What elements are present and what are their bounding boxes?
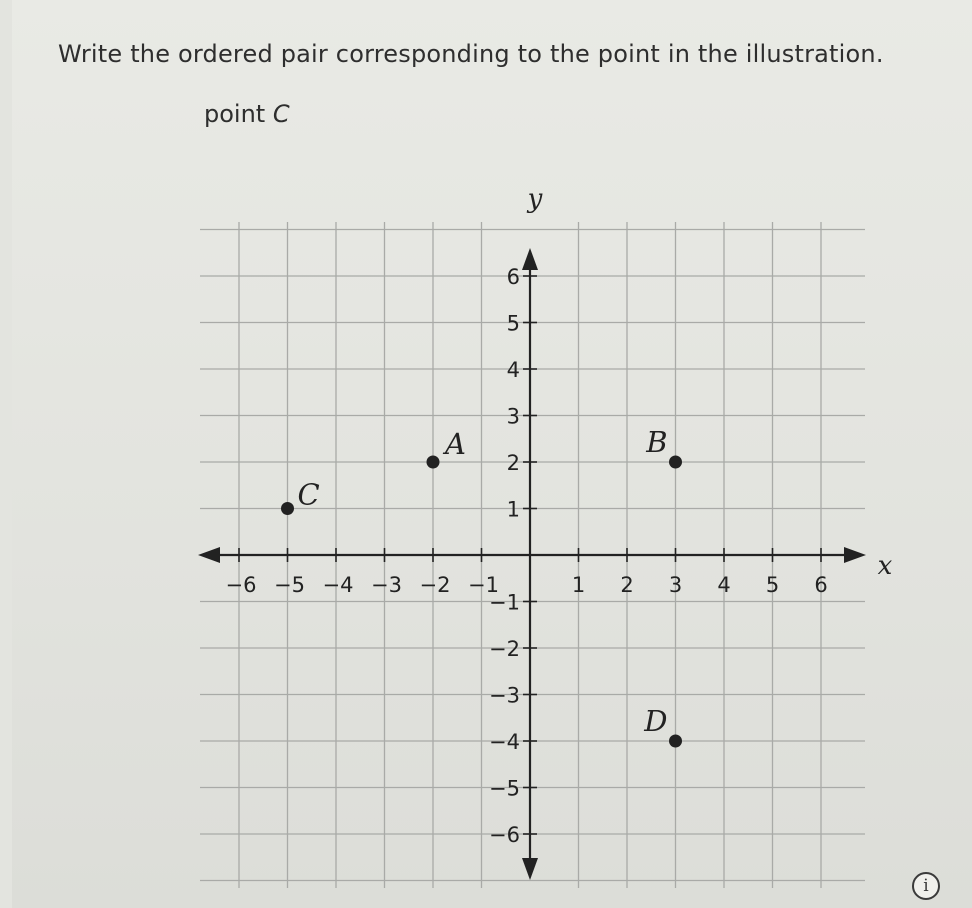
point-b-label: B bbox=[646, 425, 668, 459]
y-axis-arrow-up bbox=[522, 248, 538, 270]
y-tick-label: −2 bbox=[489, 637, 520, 661]
x-tick-label: 6 bbox=[814, 573, 828, 597]
x-tick-label: 2 bbox=[620, 573, 634, 597]
x-tick-label: −5 bbox=[274, 573, 305, 597]
y-tick-label: 3 bbox=[506, 404, 520, 429]
x-tick-label: −3 bbox=[371, 573, 402, 597]
point-b-marker bbox=[669, 456, 682, 469]
x-axis-arrow-left bbox=[198, 547, 220, 563]
x-tick-label: −2 bbox=[419, 573, 451, 597]
point-d-label: D bbox=[644, 704, 668, 738]
y-tick-label: −4 bbox=[489, 730, 520, 754]
y-tick-label: 4 bbox=[506, 358, 520, 382]
x-tick-label: −4 bbox=[322, 573, 354, 597]
point-d-marker bbox=[669, 735, 682, 748]
y-tick-label: 2 bbox=[506, 451, 520, 475]
subprompt-prefix: point bbox=[204, 100, 273, 128]
question-text: Write the ordered pair corresponding to the point in the illustration. bbox=[58, 40, 884, 68]
y-axis-label: y bbox=[527, 184, 543, 214]
y-tick-label: 5 bbox=[506, 311, 520, 336]
point-a-marker bbox=[427, 456, 440, 469]
x-tick-label: 1 bbox=[571, 573, 586, 597]
y-axis-arrow-down bbox=[522, 858, 538, 880]
y-tick-label: −6 bbox=[489, 823, 520, 847]
subprompt-point: C bbox=[272, 100, 290, 128]
x-axis-label: x bbox=[877, 551, 893, 581]
y-tick-label: 1 bbox=[506, 497, 520, 522]
x-tick-label: −6 bbox=[225, 573, 257, 597]
x-tick-label: 5 bbox=[765, 573, 780, 597]
info-icon[interactable]: i bbox=[912, 872, 940, 900]
x-tick-label: 3 bbox=[668, 573, 683, 597]
y-tick-label: 6 bbox=[506, 265, 520, 289]
x-tick-label: 4 bbox=[717, 573, 731, 597]
y-tick-label: −5 bbox=[489, 776, 520, 801]
x-tick-label: −1 bbox=[468, 573, 499, 597]
point-c-marker bbox=[281, 502, 294, 515]
y-tick-label: −1 bbox=[489, 590, 520, 615]
point-a-label: A bbox=[445, 427, 466, 461]
y-tick-label: −3 bbox=[489, 683, 520, 708]
x-axis-arrow-right bbox=[844, 547, 866, 563]
point-c-label: C bbox=[297, 477, 320, 512]
